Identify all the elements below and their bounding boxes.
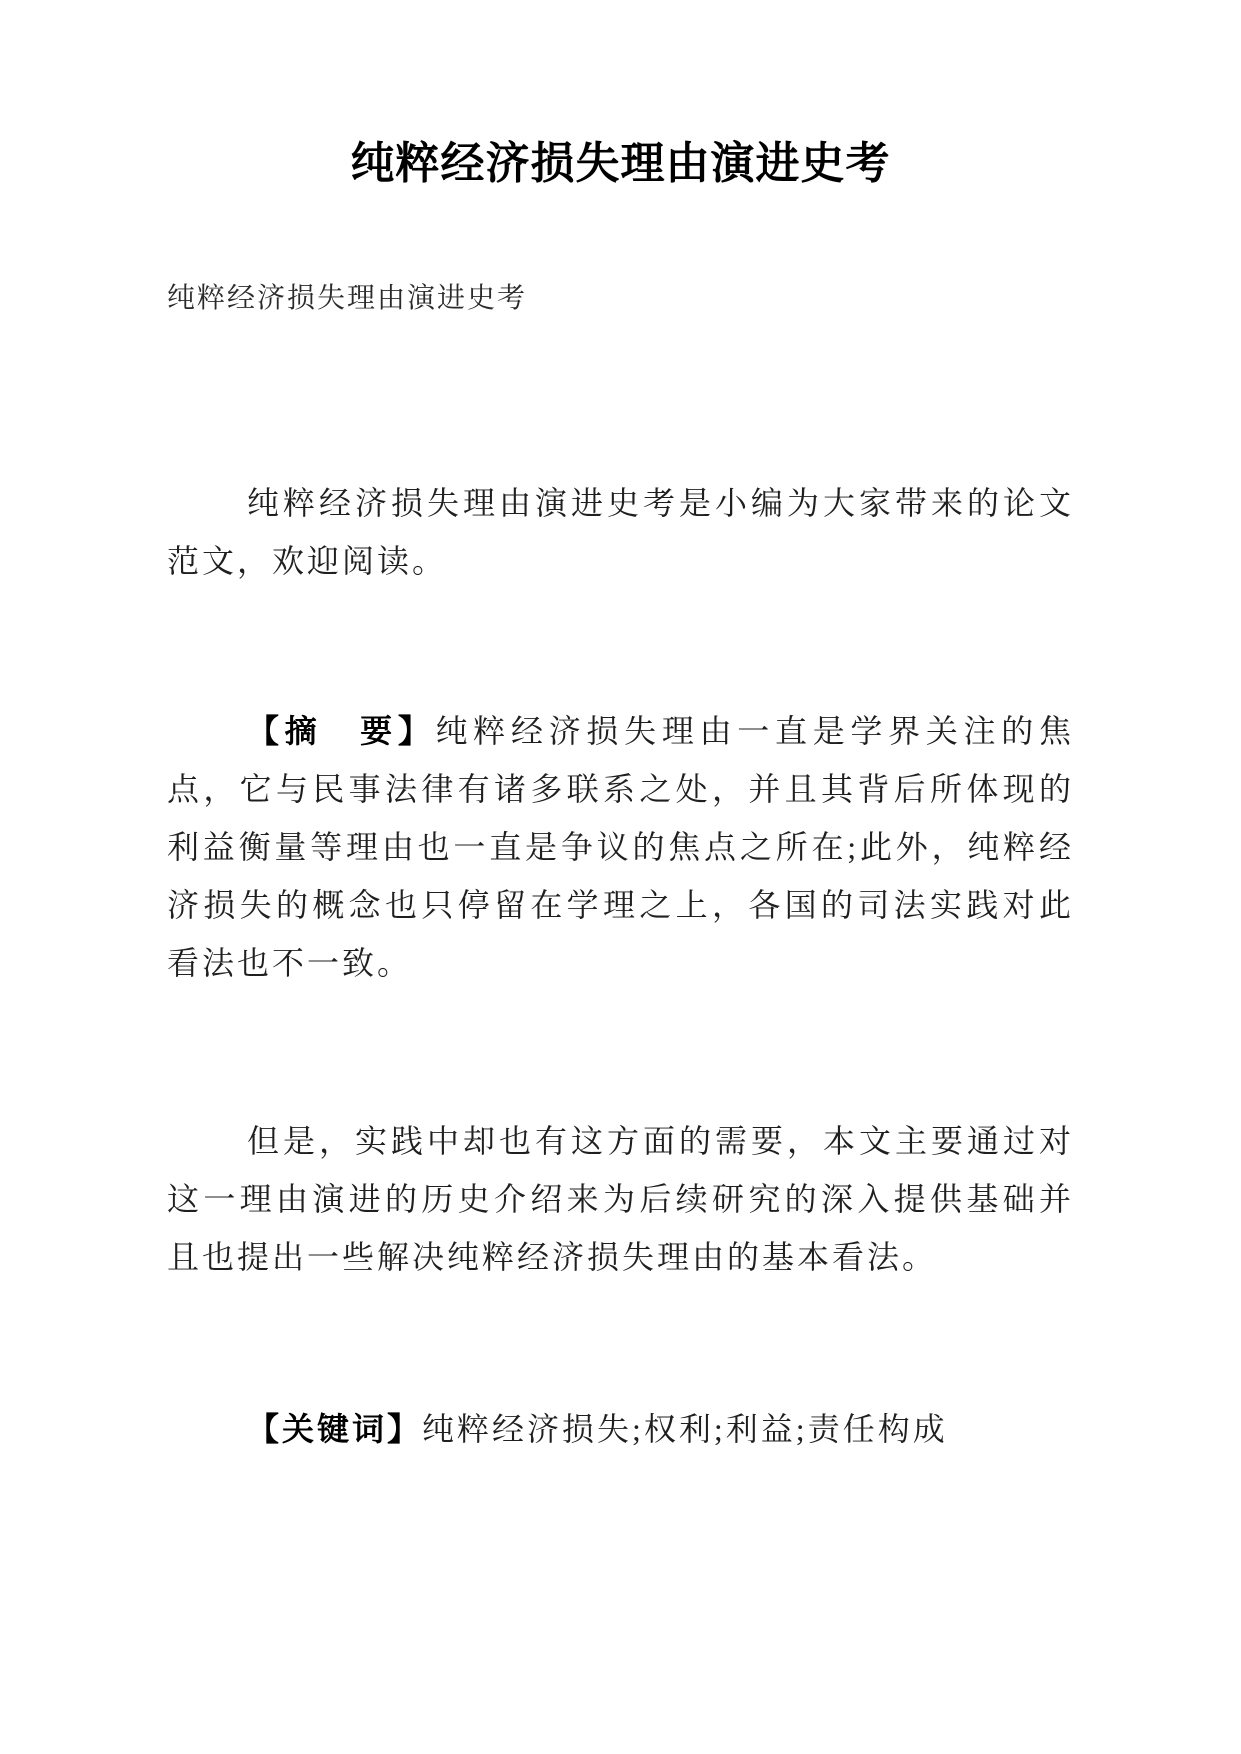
abstract-label: 【摘 要】 [247,713,436,749]
subtitle-line: 纯粹经济损失理由演进史考 [167,283,528,314]
body-paragraph: 但是，实践中却也有这方面的需要，本文主要通过对这一理由演进的历史介绍来为后续研究的深入提供基础并且也提出一些解决纯粹经济损失理由的基本看法。 [167,1123,1074,1275]
keywords-text: 纯粹经济损失;权利;利益;责任构成 [422,1411,948,1447]
document-title: 纯粹经济损失理由演进史考 [350,139,891,188]
abstract-text: 纯粹经济损失理由一直是学界关注的焦点，它与民事法律有诸多联系之处，并且其背后所体现的利益衡量等理由也一直是争议的焦点之所在;此外，纯粹经济损失的概念也只停留在学理之上，各国的司法实践对此看法也不一致。 [167,713,1074,981]
keywords-paragraph [167,1400,1074,1458]
keywords-label: 【关键词】 [247,1411,423,1447]
abstract-paragraph [167,702,1074,992]
intro-paragraph: 纯粹经济损失理由演进史考是小编为大家带来的论文范文，欢迎阅读。 [167,485,1074,579]
